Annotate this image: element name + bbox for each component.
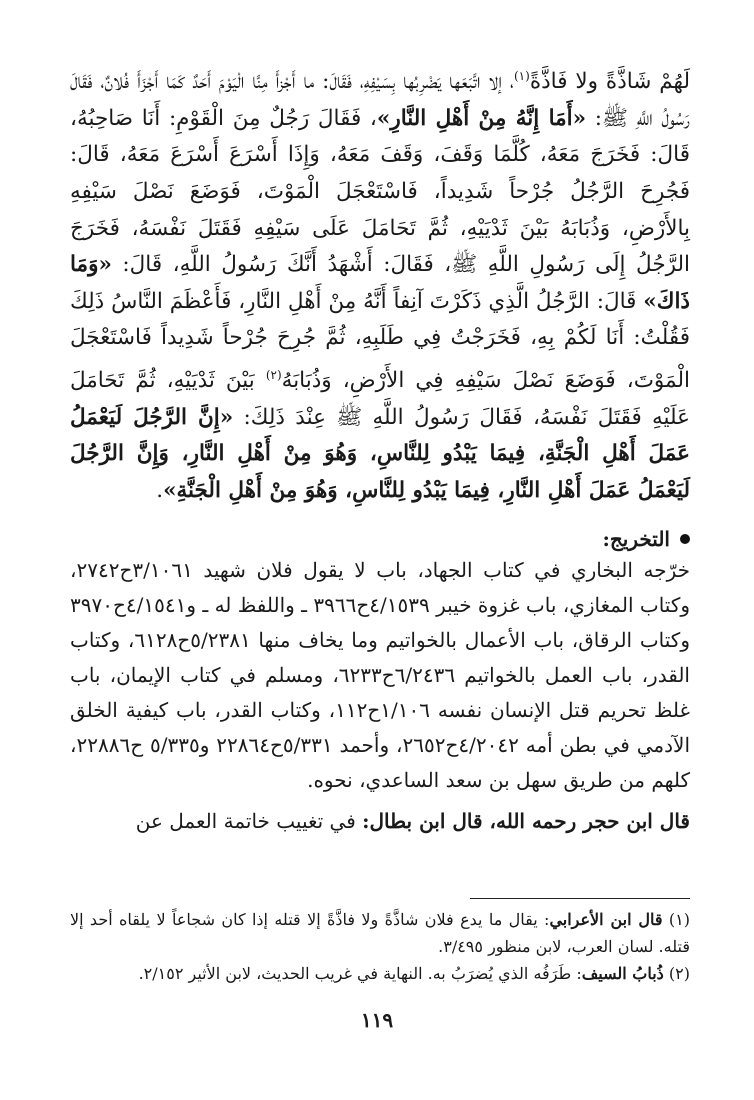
- footnote-source: قال ابن الأعرابي: [549, 910, 663, 929]
- prophet-quote: «أَمَا إِنَّهُ مِنْ أَهْلِ النَّارِ»: [376, 105, 587, 131]
- footnote-2: [70, 960, 690, 987]
- hadith-segment: ، فَقَالَ رَجُلٌ مِنَ الْقَوْمِ: أَنَا صَاحِبُهُ، قَالَ: فَخَرَجَ مَعَهُ، كُلَّمَا وَقَفَ، وَقَفَ مَعَهُ، وَإِذَا أَسْرَعَ أَسْرَعَ مَعَهُ، قَالَ: فَجُرِحَ الرَّجُلُ جُرْحاً شَدِيداً، فَاسْتَعْجَلَ الْمَوْتَ، فَوَضَعَ نَصْلَ سَيْفِهِ بِالأَرْضِ، وَذُبَابَهُ بَيْنَ ثَدْيَيْهِ، ثُمَّ تَحَامَلَ عَلَى سَيْفِهِ فَقَتَلَ نَفْسَهُ، فَخَرَجَ الرَّجُلُ إِلَى رَسُولِ اللَّهِ ﷺ، فَقَالَ: أَشْهَدُ أَنَّكَ رَسُولُ اللَّهِ، قَالَ:: [70, 105, 690, 278]
- takhrij-heading: [70, 527, 690, 551]
- footnote-text: : يقال ما يدع فلان شاذَّةً ولا فاذَّةً إلا قتله إذا كان شجاعاً لا يلقاه أحد إلا قتله. لسان العرب، لابن منظور ٣/٤٩٥.: [70, 910, 690, 956]
- closing-line: [70, 804, 690, 839]
- footnote-separator: [470, 898, 690, 899]
- hadith-segment: بَيْنَ ثَدْيَيْهِ، ثُمَّ تَحَامَلَ عَلَيْهِ فَقَتَلَ نَفْسَهُ، فَقَالَ رَسُولُ اللَّهِ ﷺ عِنْدَ ذَلِكَ:: [70, 368, 690, 430]
- footnotes: [70, 906, 690, 987]
- takhrij-body: خرّجه البخاري في كتاب الجهاد، باب لا يقول فلان شهيد ٣/١٠٦١ح٢٧٤٢، وكتاب المغازي، باب غزوة خيبر ٤/١٥٣٩ح٣٩٦٦ ـ واللفظ له ـ و٤/١٥٤١ح٣٩٧٠ وكتاب الرقاق، باب الأعمال بالخواتيم وما يخاف منها ٥/٢٣٨١ح٦١٢٨، وكتاب القدر، باب العمل بالخواتيم ٦/٢٤٣٦ح٦٢٣٣، ومسلم في كتاب الإيمان، باب غلظ تحريم قتل الإنسان نفسه ١/١٠٦ح١١٢، وكتاب القدر، باب كيفية الخلق الآدمي في بطن أمه ٤/٢٠٤٢ح٢٦٥٢، وأحمد ٥/٣٣١ح٢٢٨٦٤ و٥/٣٣٥ ح٢٢٨٨٦، كلهم من طريق سهل بن سعد الساعدي، نحوه.: [70, 558, 690, 793]
- hadith-segment: لَهُمْ شَاذَّةً ولا فَاذَّةً: [529, 69, 690, 95]
- page-number: ١١٩: [360, 1008, 394, 1032]
- hadith-segment: ، إلا اتَّبَعَها يَضْرِبُها بِسَيْفِهِ، فَقَالَ: ما أَجْزأَ مِنَّا الْيَوْمَ أَحَدٌ كَمَا أَجْزَأَ فُلانٌ، فَقَالَ رَسُولُ اللَّهِ ﷺ:: [70, 69, 690, 131]
- footnote-1: [70, 906, 690, 960]
- hadith-text: [70, 58, 690, 509]
- closing-text: في تغييب خاتمة العمل عن: [135, 809, 363, 834]
- footnote-number: (٢): [668, 964, 690, 983]
- footnote-ref-2[interactable]: (٢): [265, 367, 282, 382]
- closing-attribution: قال ابن حجر رحمه الله، قال ابن بطال:: [362, 809, 690, 834]
- footnote-number: (١): [668, 910, 691, 929]
- footnote-text: : طَرَفُه الذي يُضرَبُ به. النهاية في غريب الحديث، لابن الأثير ٢/١٥٢.: [138, 964, 582, 983]
- takhrij-title: التخريج:: [602, 527, 670, 552]
- bullet-icon: [680, 534, 690, 544]
- page-body: [70, 58, 690, 839]
- prophet-quote: «إِنَّ الرَّجُلَ لَيَعْمَلُ عَمَلَ أَهْلِ الْجَنَّةِ، فِيمَا يَبْدُو لِلنَّاسِ، وَهُوَ مِنْ أَهْلِ النَّارِ، وَإِنَّ الرَّجُلَ لَيَعْمَلُ عَمَلَ أَهْلِ النَّارِ، فِيمَا يَبْدُو لِلنَّاسِ، وَهُوَ مِنْ أَهْلِ الْجَنَّةِ»: [70, 404, 690, 503]
- footnote-ref-1[interactable]: (١): [513, 69, 530, 83]
- footnote-source: ذُبابُ السيف: [581, 964, 664, 983]
- prophet-quote: «وَمَا ذَاكَ»: [70, 252, 690, 314]
- hadith-segment: قَالَ: الرَّجُلُ الَّذِي ذَكَرْتَ آنِفاً أَنَّهُ مِنْ أَهْلِ النَّارِ، فَأَعْظَمَ النَّاسُ ذَلِكَ فَقُلْتُ: أَنَا لَكُمْ بِهِ، فَخَرَجْتُ فِي طَلَبِهِ، ثُمَّ جُرِحَ جُرْحاً شَدِيداً فَاسْتَعْجَلَ الْمَوْتَ، فَوَضَعَ نَصْلَ سَيْفِهِ فِي الأَرْضِ، وَذُبَابَهُ: [70, 288, 690, 394]
- hadith-segment: .: [156, 477, 164, 503]
